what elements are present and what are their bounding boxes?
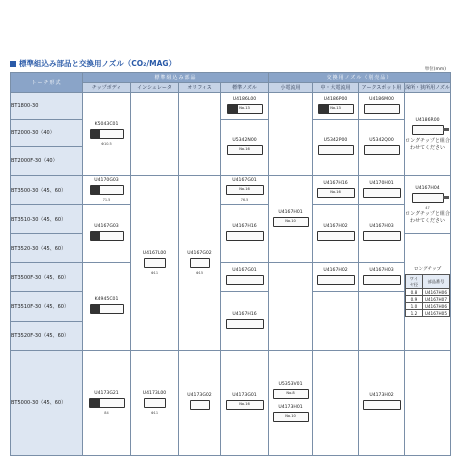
part-code: U5342Q00: [369, 138, 394, 144]
usage-note: ロングチップと組合わせてください: [405, 210, 450, 224]
small-current-cell: [269, 350, 313, 455]
part-code: U4167G03: [94, 224, 119, 230]
orifice-cell: [179, 350, 221, 455]
title-text: 標準組込み部品と交換用ノズル（CO₂/MAG）: [19, 59, 177, 68]
part-code: U4167H06: [422, 289, 449, 296]
small-current-cell: [269, 176, 313, 263]
nozzle-icon: [317, 231, 355, 241]
tip-body-icon: [90, 185, 124, 195]
part-code: U4173L00: [142, 390, 167, 396]
std-nozzle-cell: [221, 120, 269, 176]
nozzle-icon: [317, 275, 355, 285]
nozzle-icon: [273, 389, 309, 399]
nozzle-icon: [227, 104, 263, 114]
long-tip-header: 部品番号: [422, 275, 449, 289]
insulator-cell: [131, 350, 179, 455]
std-nozzle-cell: [221, 176, 269, 205]
part-code: U4186R00: [415, 117, 440, 123]
nozzle-size-label: No.10: [285, 413, 296, 418]
torch-row-label: BT3520F-30（45、60）: [11, 321, 83, 350]
parts-table: [10, 72, 451, 456]
dimension-label: Φ15: [195, 270, 204, 275]
nozzle-icon: [363, 275, 401, 285]
table-row: [406, 310, 450, 317]
mid-large-cell: [313, 350, 359, 455]
nozzle-icon: [226, 185, 264, 195]
insulator-cell: [131, 176, 179, 351]
part-code: U4173G02: [187, 393, 212, 399]
tip-body-cell: [83, 176, 131, 205]
mid-large-cell: [313, 205, 359, 263]
arc-spot-cell: [359, 176, 405, 205]
std-nozzle-cell: [221, 93, 269, 120]
part-code: U4167H16: [323, 180, 348, 186]
tip-body-icon: [89, 398, 125, 408]
unit-label: 単位(mm): [424, 67, 446, 72]
nozzle-size-label: No.16: [330, 189, 341, 194]
std-nozzle-cell: [221, 350, 269, 455]
part-code: U4173H02: [369, 393, 394, 399]
long-nozzle-icon: [412, 125, 444, 135]
torch-row-label: BT3500F-30（45、60）: [11, 263, 83, 292]
torch-row-label: BT3510F-30（45、60）: [11, 292, 83, 321]
wire-size: 1.0: [406, 303, 423, 310]
part-code: U4167H16: [232, 311, 257, 317]
nozzle-icon: [317, 188, 355, 198]
wire-size: 1.2: [406, 310, 423, 317]
long-tip-title: ロングチップ: [413, 267, 442, 273]
part-code: U5353V01: [278, 381, 303, 387]
insulator-cell: [131, 93, 179, 176]
part-code: U4167G01: [232, 178, 257, 184]
wire-size: 0.8: [406, 289, 423, 296]
header-std-parts: 標準組込み部品: [83, 73, 269, 83]
header-replacement: 交換用ノズル（別売品）: [269, 73, 451, 83]
tip-body-cell: [83, 205, 131, 263]
part-code: U4167H16: [232, 224, 257, 230]
nozzle-icon: [363, 400, 401, 410]
header-orifice: オリフィス: [179, 83, 221, 93]
std-nozzle-cell: [221, 292, 269, 350]
nozzle-icon: [363, 231, 401, 241]
torch-row-label: BT3510-30（45、60）: [11, 205, 83, 234]
part-code: K5043C01: [94, 122, 119, 128]
tip-body-icon: [90, 304, 124, 314]
torch-row-label: BT5000-30（45、60）: [11, 350, 83, 455]
dimension-label: 76.5: [240, 198, 249, 203]
std-nozzle-cell: [221, 205, 269, 263]
part-code: U4173G21: [94, 390, 119, 396]
table-row: [406, 303, 450, 310]
nozzle-icon: [364, 104, 400, 114]
insulator-icon: [144, 258, 166, 268]
part-code: U4167H03: [369, 224, 394, 230]
nozzle-icon: [226, 231, 264, 241]
torch-row-label: BT1800-30: [11, 93, 83, 120]
mid-large-cell: [313, 120, 359, 176]
orifice-cell: [179, 176, 221, 351]
torch-row-label: BT2000-30（40）: [11, 120, 83, 147]
part-code: U4167H02: [323, 224, 348, 230]
table-row: [406, 289, 450, 296]
usage-note: ロングチップと組合わせてください: [405, 137, 450, 151]
mid-large-cell: [313, 93, 359, 120]
nozzle-size-label: No.10: [285, 218, 296, 223]
nozzle-size-label: No.13: [239, 105, 250, 110]
orifice-cell: [179, 93, 221, 176]
part-code: U4167H07: [422, 296, 449, 303]
orifice-icon: [190, 258, 210, 268]
arc-spot-cell: [359, 205, 405, 263]
long-nozzle-icon: [412, 193, 444, 203]
nozzle-icon: [226, 400, 264, 410]
deep-narrow-cell: [405, 176, 451, 234]
long-tip-cell: [405, 234, 451, 350]
header-tip-body: チップボディ: [83, 83, 131, 93]
nozzle-icon: [318, 145, 354, 155]
part-code: U4167H04: [415, 185, 440, 191]
arc-spot-cell: [359, 263, 405, 292]
long-tip-table: [405, 274, 450, 317]
mid-large-cell: [313, 176, 359, 205]
part-code: U4186L00: [232, 96, 257, 102]
dimension-label: Φ11: [150, 410, 159, 415]
part-code: U4167H02: [323, 267, 348, 273]
dimension-label: 47: [425, 205, 430, 210]
part-code: U4167H05: [422, 310, 449, 317]
nozzle-size-label: No.16: [239, 402, 250, 407]
part-code: U4186P00: [323, 96, 348, 102]
table-row: [406, 296, 450, 303]
long-tip-header: ワイヤ径: [406, 275, 423, 289]
nozzle-size-label: No.8: [286, 390, 295, 395]
torch-row-label: BT3520-30（45、60）: [11, 234, 83, 263]
header-small-current: 小電流用: [269, 83, 313, 93]
part-code: U4173G01: [232, 393, 257, 399]
deep-narrow-cell: [405, 93, 451, 176]
part-code: U5342P00: [323, 138, 348, 144]
part-code: U4167G01: [232, 267, 257, 273]
part-code: U4186M00: [369, 96, 394, 102]
tip-body-cell: [83, 93, 131, 176]
dimension-label: Φ11: [150, 270, 159, 275]
part-code: U4167L00: [142, 250, 167, 256]
nozzle-size-label: No.16: [239, 147, 250, 152]
header-insulator: インシュレータ: [131, 83, 179, 93]
insulator-icon: [144, 398, 166, 408]
tip-body-cell: [83, 350, 131, 455]
nozzle-icon: [227, 145, 263, 155]
tip-body-cell: [83, 263, 131, 350]
small-current-cell: [269, 93, 313, 176]
part-code: U4167H06: [422, 303, 449, 310]
orifice-icon: [190, 400, 210, 410]
dimension-label: Φ10.5: [101, 142, 112, 147]
header-std-nozzle: 標準ノズル: [221, 83, 269, 93]
header-mid-large: 中・大電流用: [313, 83, 359, 93]
deep-narrow-cell: [405, 350, 451, 455]
part-code: U4167H03: [369, 267, 394, 273]
wire-size: 0.9: [406, 296, 423, 303]
part-code: U4167H01: [278, 209, 303, 215]
nozzle-icon: [364, 145, 400, 155]
part-code: U4170H01: [369, 180, 394, 186]
page-title: [10, 58, 176, 69]
std-nozzle-cell: [221, 263, 269, 292]
header-torch-type: トーチ形式: [11, 73, 83, 93]
tip-body-icon: [90, 231, 124, 241]
nozzle-icon: [363, 188, 401, 198]
title-marker-icon: [10, 61, 16, 67]
header-deep-narrow: 深所・狭所用ノズル: [405, 83, 451, 93]
small-current-cell: [269, 263, 313, 350]
nozzle-icon: [226, 275, 264, 285]
part-code: U4173H01: [278, 404, 303, 410]
part-code: K4945C01: [94, 297, 119, 302]
arc-spot-cell: [359, 292, 405, 350]
mid-large-cell: [313, 292, 359, 350]
part-code: U5342N00: [232, 138, 257, 144]
dimension-label: 84: [104, 410, 109, 415]
nozzle-size-label: No.16: [239, 187, 250, 192]
header-arc-spot: アークスポット用: [359, 83, 405, 93]
part-code: U4170G03: [94, 178, 119, 184]
tip-body-icon: [90, 129, 124, 139]
part-code: U4167G02: [187, 250, 212, 256]
arc-spot-cell: [359, 350, 405, 455]
arc-spot-cell: [359, 93, 405, 120]
nozzle-icon: [226, 319, 264, 329]
nozzle-icon: [273, 412, 309, 422]
dimension-label: 71.5: [102, 198, 111, 203]
torch-row-label: BT3500-30（45、60）: [11, 176, 83, 205]
arc-spot-cell: [359, 120, 405, 176]
nozzle-size-label: No.13: [330, 105, 341, 110]
torch-row-label: BT2000F-30（40）: [11, 146, 83, 175]
nozzle-icon: [273, 217, 309, 227]
nozzle-icon: [318, 104, 354, 114]
mid-large-cell: [313, 263, 359, 292]
